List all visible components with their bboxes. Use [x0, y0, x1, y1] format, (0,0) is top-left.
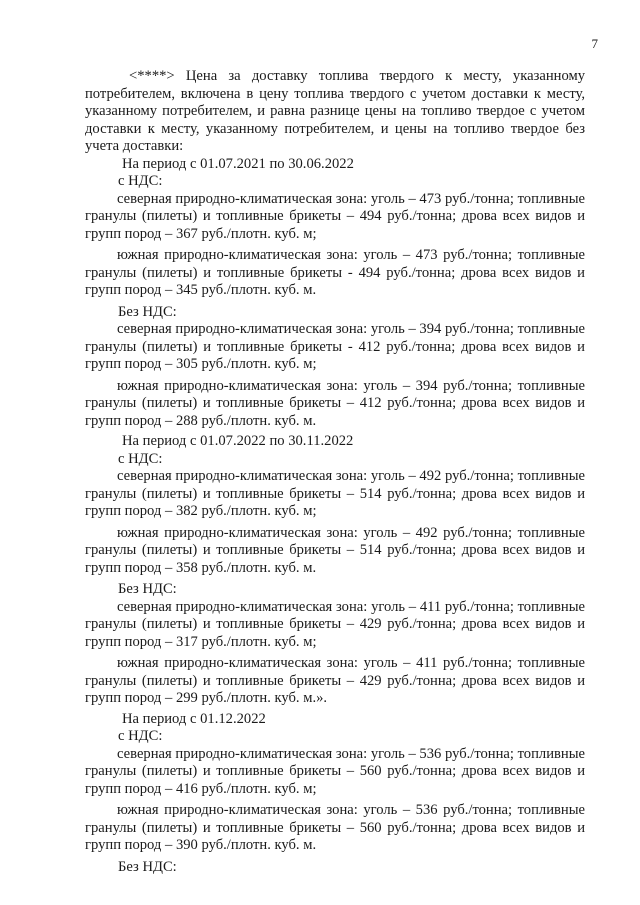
zone-north-with-vat: северная природно-климатическая зона: уголь – 492 руб./тонна; топливные гранулы (пилеты) и топливные брикеты – 514 руб./тонна; дрова всех видов и групп пород – 382 руб./плотн. куб. м;	[85, 468, 585, 519]
zone-north-with-vat: северная природно-климатическая зона: уголь – 536 руб./тонна; топливные гранулы (пилеты) и топливные брикеты – 560 руб./тонна; дрова всех видов и групп пород – 416 руб./плотн. куб. м;	[85, 745, 585, 797]
zone-north-without-vat: северная природно-климатическая зона: уголь – 394 руб./тонна; топливные гранулы (пилеты) и топливные брикеты - 412 руб./тонна; дрова всех видов и групп пород – 305 руб./плотн. куб. м;	[85, 321, 585, 372]
intro-paragraph: <****> Цена за доставку топлива твердого к месту, указанному потребителем, включена в цену топлива твердого с учетом доставки к месту, указанному потребителем, и равна разнице цены на топливо твердое с учетом доставки к месту, указанному потребителем, и цены на топливо твердое без учета доставки:	[85, 68, 585, 154]
no-vat-label: Без НДС:	[118, 858, 177, 875]
period-title: На период с 01.12.2022	[122, 710, 266, 727]
zone-south-with-vat: южная природно-климатическая зона: уголь – 473 руб./тонна; топливные гранулы (пилеты) и топливные брикеты - 494 руб./тонна; дрова всех видов и групп пород – 345 руб./плотн. куб. м.	[85, 247, 585, 298]
period-title: На период с 01.07.2022 по 30.11.2022	[122, 433, 354, 449]
zone-south-with-vat: южная природно-климатическая зона: уголь – 536 руб./тонна; топливные гранулы (пилеты) и топливные брикеты – 560 руб./тонна; дрова всех видов и групп пород – 390 руб./плотн. куб. м.	[85, 802, 585, 853]
vat-label: с НДС:	[118, 173, 163, 189]
zone-south-without-vat: южная природно-климатическая зона: уголь – 411 руб./тонна; топливные гранулы (пилеты) и топливные брикеты – 429 руб./тонна; дрова всех видов и групп пород – 299 руб./плотн. куб. м.».	[85, 655, 585, 706]
zone-south-without-vat: южная природно-климатическая зона: уголь – 394 руб./тонна; топливные гранулы (пилеты) и топливные брикеты – 412 руб./тонна; дрова всех видов и групп пород – 288 руб./плотн. куб. м.	[85, 377, 585, 429]
no-vat-label: Без НДС:	[118, 303, 177, 320]
zone-north-without-vat: северная природно-климатическая зона: уголь – 411 руб./тонна; топливные гранулы (пилеты) и топливные брикеты – 429 руб./тонна; дрова всех видов и групп пород – 317 руб./плотн. куб. м;	[85, 598, 585, 650]
page-number: 7	[591, 36, 598, 51]
vat-label: с НДС:	[118, 450, 163, 467]
document-body	[85, 68, 585, 876]
period-title: На период с 01.07.2021 по 30.06.2022	[122, 155, 354, 172]
no-vat-label: Без НДС:	[118, 581, 177, 597]
zone-south-with-vat: южная природно-климатическая зона: уголь – 492 руб./тонна; топливные гранулы (пилеты) и топливные брикеты – 514 руб./тонна; дрова всех видов и групп пород – 358 руб./плотн. куб. м.	[85, 524, 585, 576]
zone-north-with-vat: северная природно-климатическая зона: уголь – 473 руб./тонна; топливные гранулы (пилеты) и топливные брикеты – 494 руб./тонна; дрова всех видов и групп пород – 367 руб./плотн. куб. м;	[85, 190, 585, 242]
vat-label: с НДС:	[118, 728, 163, 744]
